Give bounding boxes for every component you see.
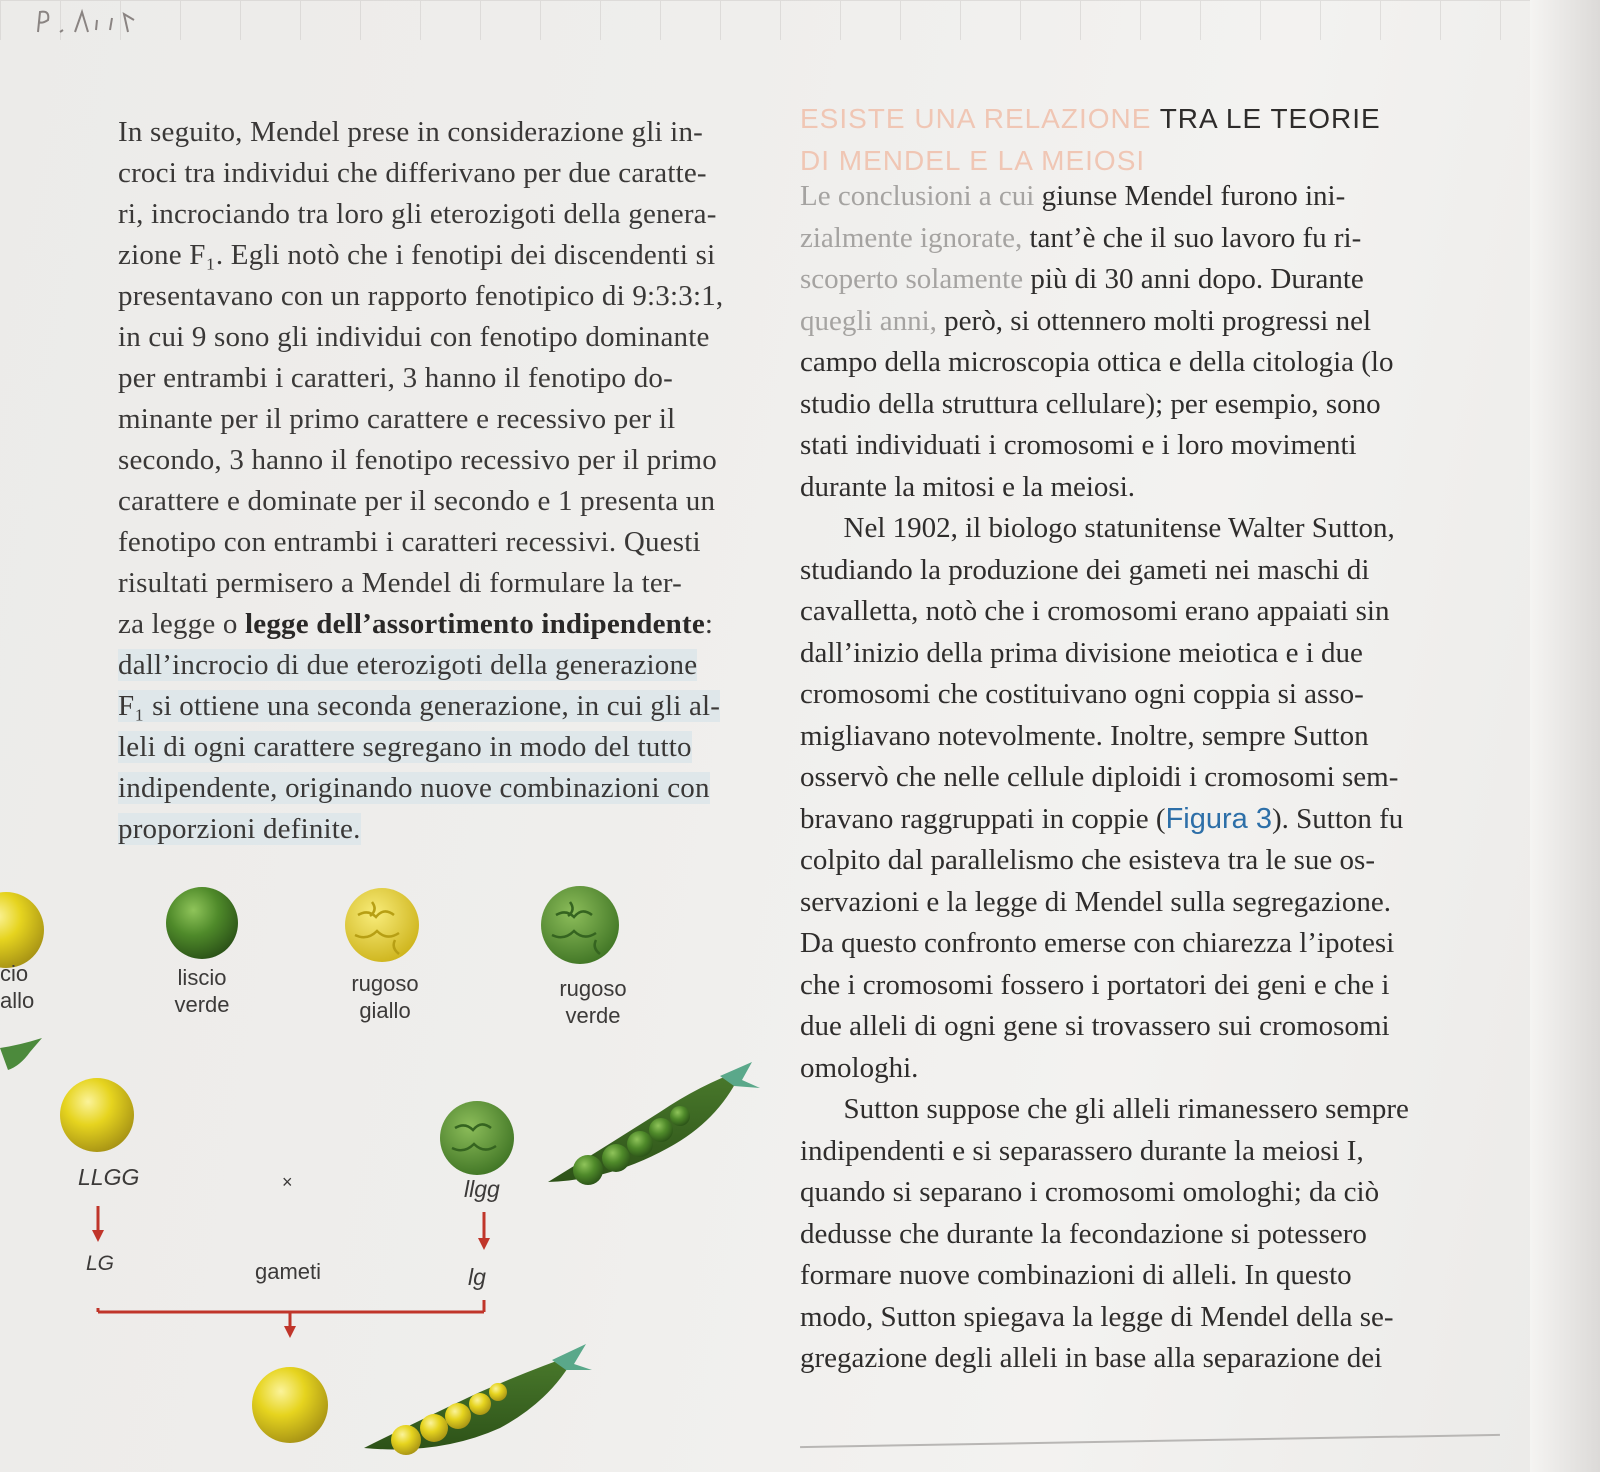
text-line: durante la mitosi e la meiosi. [800,470,1136,503]
text-line: risultati permisero a Mendel di formulare la ter- [118,567,683,599]
down-arrow-icon [478,1212,490,1250]
pea-label-3: rugoso verde [559,976,627,1028]
wrinkled-yellow-pea-icon [345,888,419,962]
text-line: campo della microscopia ottica e della citologia (lo [800,346,1394,378]
text-line: croci tra individui che differivano per due caratte- [118,157,707,189]
paragraph-3 [800,1089,1500,1380]
definition-line: indipendente, originando nuove combinazioni con [118,772,710,804]
parent-wrinkled-green-pea-icon [440,1101,514,1175]
pea-label-1: liscio verde [174,965,230,1017]
paragraph-1 [800,176,1500,508]
text-line: servazioni e la legge di Mendel sulla segregazione. [800,885,1392,918]
text-line: dall’inizio della prima divisione meiotica e i due [800,636,1363,669]
smooth-yellow-pea-icon [0,892,44,968]
definition-line: proporzioni definite. [118,813,361,845]
text-line: carattere e dominate per il secondo e 1 presenta un [118,485,716,517]
text-line: stati individuati i cromosomi e i loro movimenti [800,429,1357,461]
heading-dark-part: TRA LE TEORIE [1151,103,1381,134]
text-line: scoperto solamente più di 30 anni dopo. Durante [800,263,1364,295]
notebook-grid [0,0,1600,40]
yellow-pea-pod-icon [364,1344,592,1455]
green-pea-pod-icon [548,1062,760,1185]
text-line: studiando la produzione dei gameti nei maschi di [800,553,1370,586]
merge-bracket-icon [98,1300,484,1338]
text-line: ri, incrociando tra loro gli eterozigoti della genera- [118,198,717,230]
text-line: studio della struttura cellulare); per esempio, sono [800,387,1381,420]
text-line: cromosomi che costituivano ogni coppia si asso- [800,678,1364,710]
key-term-independent-assortment: legge dell’assortimento indipendente [245,608,705,640]
text-line: colpito dal parallelismo che esisteva tra le sue os- [800,844,1375,876]
text-line: dedusse che durante la fecondazione si potessero [800,1217,1367,1250]
bottom-rule [800,1434,1500,1448]
text-line: In seguito, Mendel prese in considerazione gli in- [118,116,704,148]
left-text-column [118,112,768,850]
text-line: minante per il primo carattere e recessivo per il [118,403,676,435]
text-line: che i cromosomi fossero i portatori dei geni e che i [800,968,1390,1001]
text-line: Nel 1902, il biologo statunitense Walter Sutton, [800,512,1395,544]
cut-label: cio [0,961,29,986]
text-line: presentavano con un rapporto fenotipico di 9:3:3:1, [118,280,724,312]
pea-label-2: rugoso giallo [351,971,419,1023]
paragraph-2-continued [800,840,1500,1089]
text-fragment: za legge o [118,608,245,640]
pencil-scribble [30,6,230,36]
text-line: modo, Sutton spiegava la legge di Mendel della se- [800,1300,1394,1333]
text-line: Da questo confronto emerse con chiarezza l’ipotesi [800,927,1395,959]
text-line: quando si separano i cromosomi omologhi; da ciò [800,1176,1380,1208]
down-arrow-icon [92,1206,104,1242]
cross-symbol: × [282,1172,293,1192]
heading-faded-part: ESISTE UNA RELAZIONE [800,103,1152,134]
text-line: secondo, 3 hanno il fenotipo recessivo per il primo [118,444,717,476]
text-line: gregazione degli alleli in base alla separazione dei [800,1342,1383,1374]
text-line: cavalletta, notò che i cromosomi erano appaiati sin [800,595,1390,627]
text-fragment: : [704,608,714,640]
offspring-yellow-pea-icon [252,1367,328,1443]
text-line: migliavano notevolmente. Inoltre, sempre Sutton [800,719,1369,752]
parent-genotype-left: LLGG [78,1164,140,1190]
text-line: fenotipo con entrambi i caratteri recessivi. Questi [118,526,701,558]
text-line: quegli anni, però, si ottennero molti progressi nel [800,304,1372,337]
text-line: Le conclusioni a cui giunse Mendel furono ini- [800,180,1346,212]
text-line: Sutton suppose che gli alleli rimanessero sempre [800,1093,1409,1125]
text-line: omologhi. [800,1051,919,1084]
text-line: in cui 9 sono gli individui con fenotipo dominante [118,321,710,353]
text-line: osservò che nelle cellule diploidi i cromosomi sem- [800,761,1399,793]
parent-genotype-right: llgg [464,1176,500,1202]
wrinkled-green-pea-icon [541,886,619,964]
definition-line: dall’incrocio di due eterozigoti della generazione [118,649,698,681]
text-line: zialmente ignorate, tant’è che il suo lavoro fu ri- [800,221,1362,254]
figure-reference-link[interactable]: Figura 3 [1165,802,1272,835]
heading-line-2: DI MENDEL E LA MEIOSI [800,144,1146,176]
definition-line: leli di ogni carattere segregano in modo del tutto [118,731,692,763]
text-line: due alleli di ogni gene si trovassero sui cromosomi [800,1010,1390,1042]
gamete-left: LG [86,1252,115,1275]
smooth-green-pea-icon [166,887,238,959]
text-line: per entrambi i caratteri, 3 hanno il fenotipo do- [118,362,673,394]
gamete-right: lg [468,1264,486,1290]
text-line-with-figure-ref: bravano raggruppati in coppie (Figura 3). Sutton fu [800,802,1404,835]
gametes-label: gameti [255,1259,322,1284]
page-edge [1530,0,1600,1472]
pod-leaf-icon [0,1038,42,1070]
text-line: indipendenti e si separassero durante la meiosi I, [800,1134,1364,1167]
right-text-column [800,100,1500,1380]
text-line: zione F₁. Egli notò che i fenotipi dei discendenti si [118,239,716,271]
dihybrid-cross-figure [0,880,780,1472]
text-line: formare nuove combinazioni di alleli. In questo [800,1259,1352,1291]
cut-label: allo [0,988,35,1013]
section-heading [800,100,1500,176]
parent-yellow-pea-icon [60,1078,134,1152]
definition-line: F₁ si ottiene una seconda generazione, in cui gli al- [118,690,721,722]
paragraph-2 [800,508,1500,799]
text-line-with-key-term [118,604,768,645]
